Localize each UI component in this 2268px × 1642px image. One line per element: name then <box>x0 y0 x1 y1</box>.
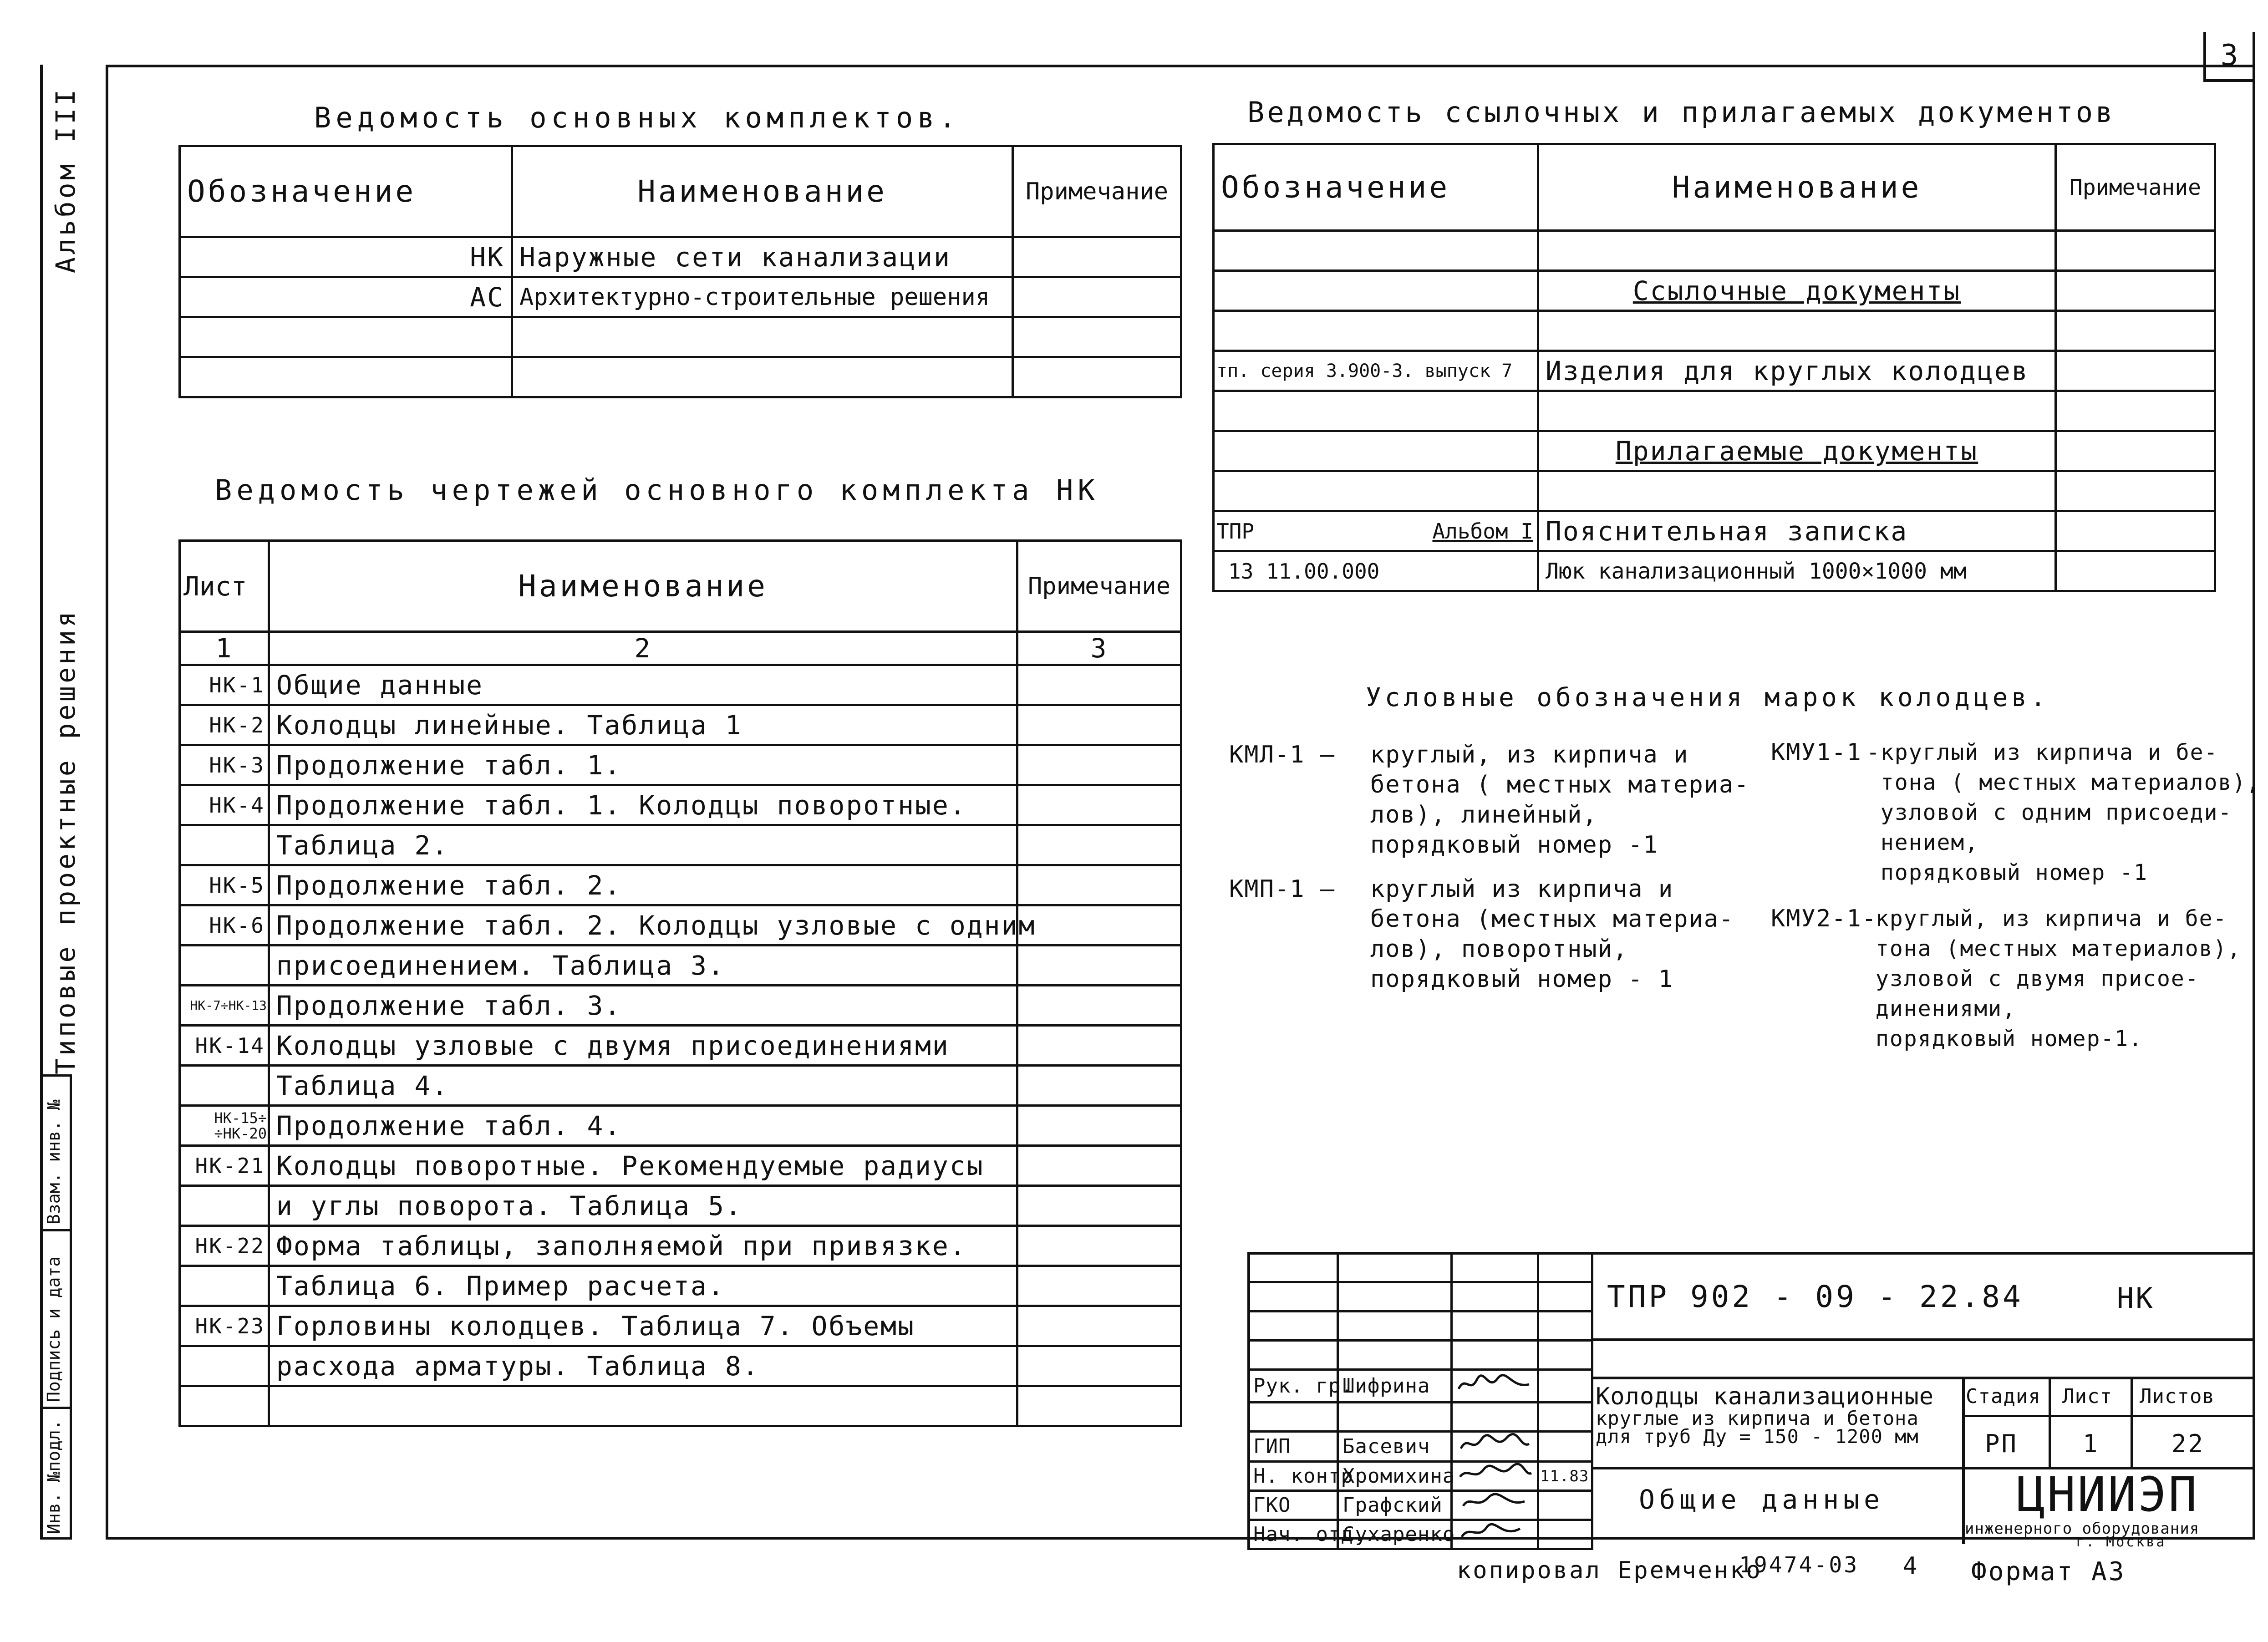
col-number: 1 <box>180 632 269 665</box>
sheet-code: НК-6 <box>180 905 269 946</box>
col-number: 2 <box>269 632 1017 665</box>
sheet-code: НК-14 <box>180 1026 269 1066</box>
signature <box>1452 1462 1538 1491</box>
legend-text: круглый, из кирпича и бетона ( местных материа- лов), линейный, порядковый номер -1 <box>1370 741 1749 859</box>
footer-format: Формат А3 <box>1971 1557 2126 1586</box>
table-cell: Наружные сети канализации <box>512 237 1013 277</box>
ref-code <box>1214 391 1538 431</box>
legend-mark: КМЛ-1 – <box>1229 741 1336 768</box>
object-line: для труб Ду = 150 - 1200 мм <box>1596 1425 1919 1448</box>
stage-value: РП <box>1985 1429 2019 1458</box>
person-name: Сухаренко <box>1338 1520 1452 1549</box>
table-cell <box>512 317 1013 357</box>
sheet-code: НК-1 <box>180 665 269 705</box>
table-cell: АС <box>180 277 512 317</box>
ref-code <box>1214 311 1538 351</box>
ref-code: ТПР <box>1216 519 1255 544</box>
legend-mark: КМП-1 – <box>1229 875 1336 903</box>
signature-icon <box>1456 1492 1534 1513</box>
role: ГКО <box>1249 1491 1338 1520</box>
main-sets-table <box>178 145 1182 398</box>
sheet-code: НК-23 <box>180 1306 269 1346</box>
role: Нач. отд. <box>1249 1520 1338 1549</box>
sheet-name: Колодцы узловые с двумя присоединениями <box>269 1026 1017 1066</box>
sheet-name: Колодцы линейные. Таблица 1 <box>269 705 1017 745</box>
ref-name <box>1538 471 2056 511</box>
col-header-note: Примечание <box>1017 541 1181 632</box>
typical-solutions-label: Типовые проектные решения <box>50 609 81 1074</box>
ref-name <box>1538 311 2056 351</box>
ref-code-album: Альбом I <box>1432 519 1533 544</box>
legend-title: Условные обозначения марок колодцев. <box>1366 683 2049 712</box>
col-header-sheet: Лист <box>180 541 269 632</box>
sheet-code: НК-2 <box>180 705 269 745</box>
sheets-value: 22 <box>2171 1429 2205 1458</box>
sheet-name: Таблица 4. <box>269 1066 1017 1106</box>
col-header-code: Обозначение <box>180 146 512 237</box>
ref-code: 13 11.00.000 <box>1214 551 1538 591</box>
table-cell <box>1013 317 1181 357</box>
table-cell <box>180 357 512 397</box>
role: ГИП <box>1249 1432 1338 1462</box>
col-number: 3 <box>1017 632 1181 665</box>
signature <box>1452 1370 1538 1403</box>
object-name <box>1596 1384 1960 1446</box>
signature <box>1452 1432 1538 1462</box>
sheet-name: Общие данные <box>269 665 1017 705</box>
stamp-field-replace: Взам. инв. № <box>44 1099 64 1225</box>
sheet-label: Лист <box>2062 1385 2112 1408</box>
sheet-value: 1 <box>2083 1429 2100 1458</box>
sheet-name: Форма таблицы, заполняемой при привязке. <box>269 1226 1017 1266</box>
drawings-table <box>178 539 1182 1427</box>
org-name: ЦНИИЭП <box>2017 1467 2199 1522</box>
refs-title: Ведомость ссылочных и прилагаемых документов <box>1247 96 2115 129</box>
sheet-name: Таблица 6. Пример расчета. <box>269 1266 1017 1306</box>
sheet-name: Продолжение табл. 3. <box>269 986 1017 1026</box>
signature-icon <box>1456 1433 1534 1455</box>
table-cell <box>1013 237 1181 277</box>
col-header-note: Примечание <box>1013 146 1181 237</box>
ref-name: Люк канализационный 1000×1000 мм <box>1538 551 2056 591</box>
signature-icon <box>1456 1371 1534 1396</box>
col-header-name: Наименование <box>1538 144 2056 231</box>
table-cell <box>1013 357 1181 397</box>
col-header-note: Примечание <box>2056 144 2215 231</box>
legend-text: круглый, из кирпича и бе- тона (местных материалов), узловой с двумя присое- динениями, порядковый номер-1. <box>1876 906 2242 1052</box>
doc-code: ТПР 902 - 09 - 22.84 <box>1607 1279 2024 1314</box>
ref-code <box>1214 471 1538 511</box>
sheet-code: НК-4 <box>180 785 269 825</box>
sheet-name: расхода арматуры. Таблица 8. <box>269 1346 1017 1386</box>
ref-name <box>1538 391 2056 431</box>
org-city: г. Москва <box>2076 1534 2166 1550</box>
legend-mark: КМУ2-1- <box>1771 905 1877 932</box>
person-name: Графский <box>1338 1491 1452 1520</box>
sheet-code: НК-21 <box>180 1146 269 1186</box>
ref-code-cell <box>1214 511 1538 551</box>
sheet-name: Продолжение табл. 1. <box>269 745 1017 785</box>
object-line: круглые из кирпича и бетона <box>1596 1407 1919 1429</box>
ref-name <box>1538 231 2056 271</box>
signatures-table <box>1247 1252 1593 1550</box>
table-cell <box>1013 277 1181 317</box>
stamp-field-sign: Подпись и дата <box>44 1256 64 1402</box>
sheet-code: НК-7÷НК-13 <box>180 986 269 1026</box>
sheet-name: и углы поворота. Таблица 5. <box>269 1186 1017 1226</box>
date <box>1538 1520 1592 1549</box>
sheet-code: НК-3 <box>180 745 269 785</box>
sheet-name: Таблица 2. <box>269 825 1017 865</box>
main-sets-title: Ведомость основных комплектов. <box>314 101 961 134</box>
col-header-code: Обозначение <box>1214 144 1538 231</box>
table-cell <box>180 317 512 357</box>
stage-label: Стадия <box>1966 1385 2041 1408</box>
signature <box>1452 1491 1538 1520</box>
date <box>1538 1491 1592 1520</box>
ref-code <box>1214 231 1538 271</box>
page-number: 3 <box>2203 32 2255 82</box>
footer-mark: 4 <box>1903 1552 1919 1580</box>
sheet-title: Общие данные <box>1639 1484 1885 1515</box>
sheet-code <box>180 1066 269 1106</box>
signature-icon <box>1456 1521 1534 1542</box>
sheet-code: НК-22 <box>180 1226 269 1266</box>
drawings-title: Ведомость чертежей основного комплекта <box>215 473 1034 507</box>
sheet-code <box>180 1186 269 1226</box>
ref-name: Изделия для круглых колодцев <box>1538 351 2056 391</box>
doc-set-code: НК <box>2117 1281 2155 1315</box>
sheet-code <box>180 946 269 986</box>
org-sub: инженерного оборудования <box>1965 1520 2200 1538</box>
sheets-label: Листов <box>2140 1385 2215 1408</box>
sheet-code <box>180 825 269 865</box>
legend-mark: КМУ1-1 <box>1771 739 1862 766</box>
sheet-name: присоединением. Таблица 3. <box>269 946 1017 986</box>
drawings-set-code: НК <box>1056 473 1099 507</box>
table-cell: Архитектурно-строительные решения <box>512 277 1013 317</box>
legend-text: круглый из кирпича и бетона (местных материа- лов), поворотный, порядковый номер - 1 <box>1370 875 1734 993</box>
table-cell <box>512 357 1013 397</box>
person-name: Хромихина <box>1338 1462 1452 1491</box>
sheet-name: Продолжение табл. 1. Колодцы поворотные. <box>269 785 1017 825</box>
ref-code <box>1214 271 1538 311</box>
col-header-name: Наименование <box>512 146 1013 237</box>
role: Рук. гр. <box>1249 1370 1338 1403</box>
footer-copied: копировал Еремченко <box>1457 1557 1762 1584</box>
sheet-name <box>269 1386 1017 1426</box>
sheet-name: Продолжение табл. 2. Колодцы узловые с одним <box>269 905 1017 946</box>
person-name: Шифрина <box>1338 1370 1452 1403</box>
sheet-name: Колодцы поворотные. Рекомендуемые радиусы <box>269 1146 1017 1186</box>
sheet-name: Продолжение табл. 2. <box>269 865 1017 905</box>
date <box>1538 1432 1592 1462</box>
legend-text: -круглый из кирпича и бе- тона ( местных материалов), узловой с одним присоеди- нением, порядковый номер -1 <box>1866 740 2261 885</box>
signature <box>1452 1520 1538 1549</box>
refs-table <box>1212 143 2216 592</box>
sheet-code <box>180 1346 269 1386</box>
ref-section-heading: Ссылочные документы <box>1538 271 2056 311</box>
album-label: Альбом III <box>50 86 81 273</box>
sheet-name: Горловины колодцев. Таблица 7. Объемы <box>269 1306 1017 1346</box>
col-header-name: Наименование <box>269 541 1017 632</box>
stamp-field-inv: Инв. №подл. <box>44 1419 64 1534</box>
object-line: Колодцы канализационные <box>1596 1383 1934 1410</box>
sheet-code <box>180 1386 269 1426</box>
footer-number: 19474-03 <box>1739 1552 1859 1578</box>
ref-section-heading: Прилагаемые документы <box>1538 431 2056 471</box>
date <box>1538 1370 1592 1403</box>
sheet-code: НК-5 <box>180 865 269 905</box>
sheet-name: Продолжение табл. 4. <box>269 1106 1017 1146</box>
date: 11.83 <box>1538 1462 1592 1491</box>
table-cell: НК <box>180 237 512 277</box>
sheet-code <box>180 1266 269 1306</box>
role: Н. контр <box>1249 1462 1338 1491</box>
ref-code: тп. серия 3.900-3. выпуск 7 <box>1214 351 1538 391</box>
person-name: Басевич <box>1338 1432 1452 1462</box>
ref-code <box>1214 431 1538 471</box>
ref-name: Пояснительная записка <box>1538 511 2056 551</box>
signature-icon <box>1456 1463 1534 1484</box>
sheet-code: НК-15÷ ÷НК-20 <box>180 1106 269 1146</box>
